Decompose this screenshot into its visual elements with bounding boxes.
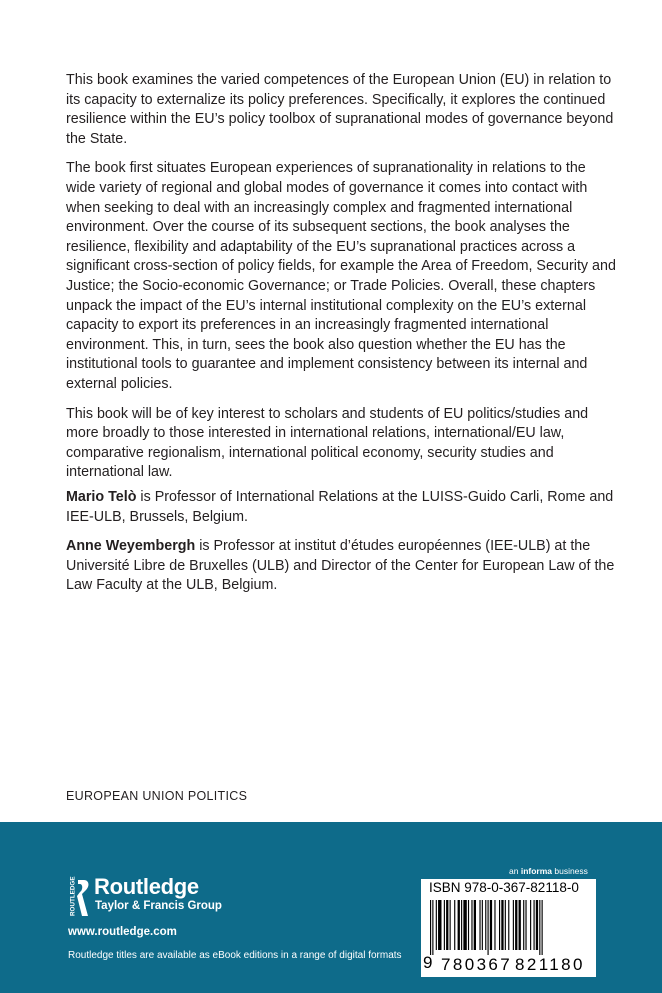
barcode-bar (430, 900, 431, 955)
barcode-bar (436, 900, 437, 950)
barcode-digits (421, 955, 596, 977)
informa-brand: informa (520, 866, 552, 876)
barcode-bar (530, 900, 531, 950)
barcode-bar (490, 900, 492, 950)
publisher-url[interactable]: www.routledge.com (68, 926, 177, 938)
barcode-bar (438, 900, 441, 950)
informa-prefix: an (509, 866, 521, 876)
barcode-bar (494, 900, 495, 950)
barcode-bar (505, 900, 506, 950)
barcode-bar (446, 900, 448, 950)
barcode-bar (432, 900, 433, 955)
barcode (421, 879, 596, 977)
routledge-logo (68, 872, 228, 922)
barcode-bar (523, 900, 524, 950)
barcode-bar (461, 900, 462, 950)
barcode-bar (488, 900, 489, 955)
ebook-note: Routledge titles are available as eBook editions in a range of digital formats (68, 950, 402, 961)
barcode-bar (515, 900, 517, 950)
description-paragraph-3: This book will be of key interest to scholars and students of EU politics/studies and more broadly to those interested in international relations, international/EU law, comparative regionalism, international political economy, security studies and international law. (66, 405, 589, 481)
barcode-bar (474, 900, 476, 950)
barcode-digits-right: 821180 (515, 955, 585, 974)
barcode-bar (539, 900, 540, 955)
publisher-footer (0, 822, 662, 993)
barcode-bar (508, 900, 509, 950)
barcode-digits-left: 780367 (441, 955, 513, 974)
description-paragraph-2: The book first situates European experiences of supranationality in relations to the wide variety of regional and global modes of governance it comes into contact with when seeking to deal with an increasingly complex and fragmented international environment. Over the course of its subsequent sections, the book analyses the resilience, flexibility and adaptability of the EU’s supranational practices across a significant cross-section of policy fields, for example the Area of Freedom, Security and Justice; the Socio-economic Governance; or Trade Policies. Overall, these chapters unpack the impact of the EU’s internal institutional complexity on the EU’s external capacity to export its preferences in an increasingly fragmented international environment. This, in turn, sees the book also question whether the EU has the institutional tools to guarantee and implement consistency between its internal and external policies. (66, 160, 616, 392)
barcode-bar (482, 900, 483, 950)
vertical-logo-text: ROUTLEDGE (69, 876, 76, 916)
author-bio-text: is Professor at institut d’études européennes (IEE-ULB) at the Université Libre de Bruxelles (ULB) and Director of the Center for European Law of the Law Faculty at the ULB, Belgium. (66, 538, 615, 594)
barcode-bar (542, 900, 543, 955)
author-name: Mario Telò (66, 489, 137, 505)
description-paragraph-1: This book examines the varied competences of the European Union (EU) in relation to its capacity to externalize its policy preferences. Specifically, it explores the continued resilience within the EU’s policy toolbox of supranational modes of governance beyond the State. (66, 72, 614, 147)
informa-suffix: business (552, 866, 588, 876)
barcode-bar (450, 900, 451, 950)
barcode-bar (525, 900, 526, 950)
publisher-name: Routledge (94, 874, 199, 899)
publisher-group: Taylor & Francis Group (95, 900, 222, 912)
barcode-bar (468, 900, 469, 950)
barcode-digit-first: 9 (423, 953, 433, 972)
routledge-r-icon (68, 876, 90, 920)
isbn-text: ISBN 978-0-367-82118-0 (429, 880, 579, 895)
barcode-bar (479, 900, 480, 950)
author-name: Anne Weyembergh (66, 538, 196, 555)
barcode-bar (463, 900, 466, 950)
barcode-bar (444, 900, 445, 950)
series-name: EUROPEAN UNION POLITICS (66, 789, 248, 803)
barcode-bar (536, 900, 538, 950)
barcode-bar (513, 900, 514, 950)
barcode-bar (501, 900, 503, 950)
barcode-bar (458, 900, 460, 950)
barcode-bar (454, 900, 455, 950)
barcode-bars (430, 900, 590, 955)
book-description (66, 71, 618, 493)
barcode-bar (471, 900, 472, 950)
author-bios (66, 488, 618, 606)
informa-tagline (509, 866, 588, 876)
author-bio-2 (66, 537, 618, 596)
barcode-bar (534, 900, 535, 950)
author-bio-1 (66, 488, 618, 527)
barcode-bar (519, 900, 521, 950)
barcode-bar (485, 900, 486, 950)
author-bio-text: is Professor of International Relations at the LUISS-Guido Carli, Rome and IEE-ULB, Brussels, Belgium. (66, 489, 614, 525)
barcode-bar (499, 900, 500, 950)
